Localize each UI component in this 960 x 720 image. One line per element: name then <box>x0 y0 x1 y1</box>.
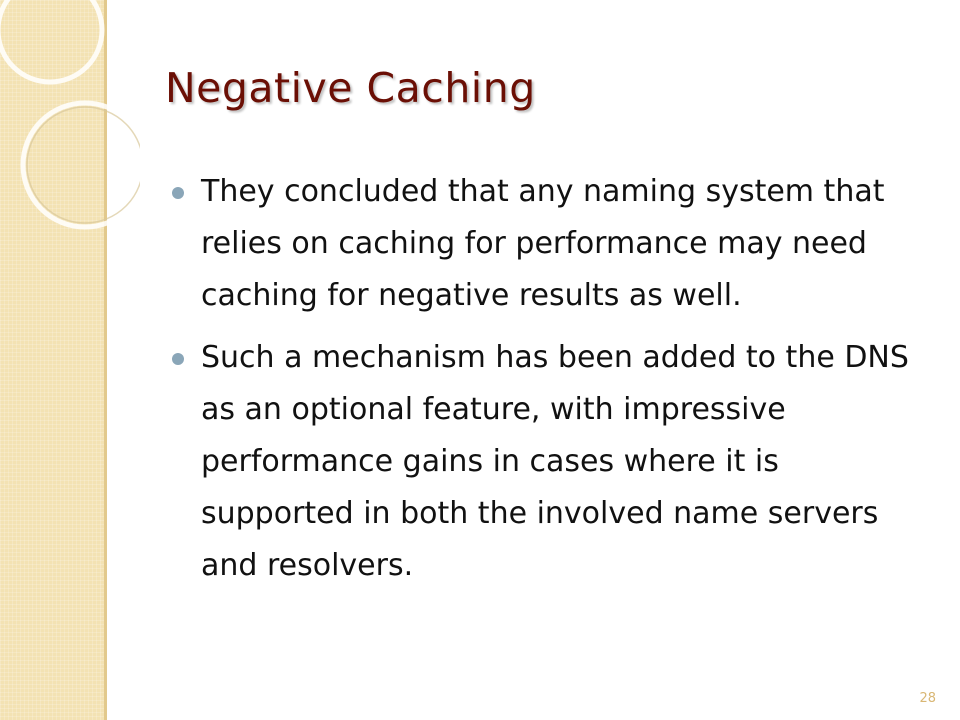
slide-number: 28 <box>919 691 936 706</box>
bullet-list <box>172 166 932 602</box>
bullet-item <box>172 166 932 322</box>
bullet-item <box>172 332 932 592</box>
decorative-rings-icon <box>0 0 140 260</box>
bullet-marker-icon <box>172 353 184 365</box>
slide-title: Negative Caching <box>165 64 536 112</box>
bullet-text: They concluded that any naming system that relies on caching for performance may need caching for negative results as well. <box>201 174 885 313</box>
bullet-text: Such a mechanism has been added to the DNS as an optional feature, with impressive performance gains in cases where it is supported in both the involved name servers and resolvers. <box>201 340 909 583</box>
bullet-marker-icon <box>172 187 184 199</box>
